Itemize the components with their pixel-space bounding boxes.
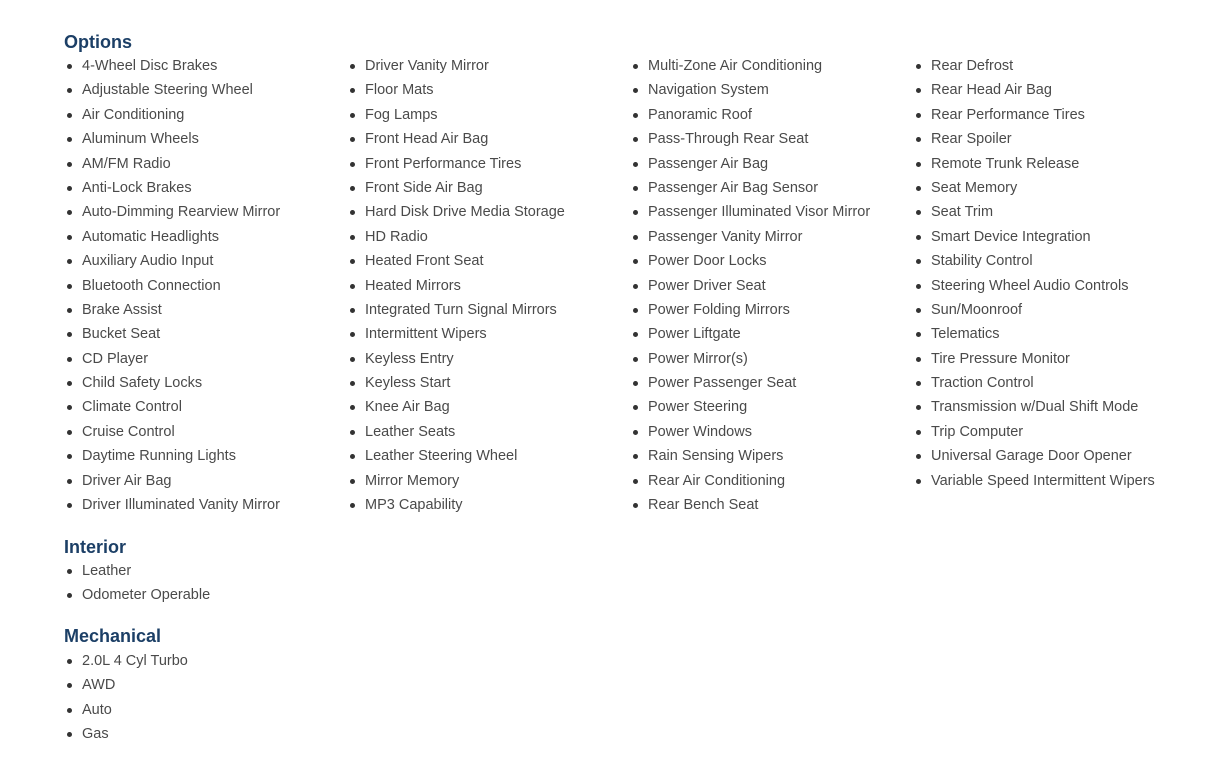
option-item: Power Windows <box>630 420 870 444</box>
option-item: HD Radio <box>347 225 565 249</box>
mechanical-list <box>64 649 188 747</box>
option-item: Front Side Air Bag <box>347 176 565 200</box>
option-item: Power Folding Mirrors <box>630 298 870 322</box>
interior-list <box>64 559 210 608</box>
interior-item: Odometer Operable <box>64 583 210 607</box>
mechanical-item: 2.0L 4 Cyl Turbo <box>64 649 188 673</box>
option-item: Power Mirror(s) <box>630 347 870 371</box>
option-item: AM/FM Radio <box>64 152 280 176</box>
option-item: Passenger Air Bag Sensor <box>630 176 870 200</box>
option-item: Passenger Air Bag <box>630 152 870 176</box>
options-column-4 <box>913 54 1155 493</box>
option-item: Seat Trim <box>913 200 1155 224</box>
options-column-1 <box>64 54 280 517</box>
option-item: Navigation System <box>630 78 870 102</box>
option-item: Heated Front Seat <box>347 249 565 273</box>
mechanical-item: AWD <box>64 673 188 697</box>
mechanical-item: Auto <box>64 698 188 722</box>
option-item: Telematics <box>913 322 1155 346</box>
option-item: Front Performance Tires <box>347 152 565 176</box>
option-item: Rear Spoiler <box>913 127 1155 151</box>
option-item: Power Passenger Seat <box>630 371 870 395</box>
option-item: Steering Wheel Audio Controls <box>913 274 1155 298</box>
option-item: Mirror Memory <box>347 469 565 493</box>
option-item: Rear Bench Seat <box>630 493 870 517</box>
option-item: Power Liftgate <box>630 322 870 346</box>
option-item: Brake Assist <box>64 298 280 322</box>
mechanical-item: Gas <box>64 722 188 746</box>
options-column-2 <box>347 54 565 517</box>
option-item: Climate Control <box>64 395 280 419</box>
option-item: CD Player <box>64 347 280 371</box>
interior-item: Leather <box>64 559 210 583</box>
options-heading: Options <box>64 32 132 52</box>
option-item: Power Door Locks <box>630 249 870 273</box>
option-item: Power Driver Seat <box>630 274 870 298</box>
option-item: Power Steering <box>630 395 870 419</box>
option-item: Child Safety Locks <box>64 371 280 395</box>
option-item: Intermittent Wipers <box>347 322 565 346</box>
option-item: Sun/Moonroof <box>913 298 1155 322</box>
option-item: Driver Air Bag <box>64 469 280 493</box>
option-item: Heated Mirrors <box>347 274 565 298</box>
option-item: Rear Performance Tires <box>913 103 1155 127</box>
option-item: Variable Speed Intermittent Wipers <box>913 469 1155 493</box>
option-item: Transmission w/Dual Shift Mode <box>913 395 1155 419</box>
option-item: Hard Disk Drive Media Storage <box>347 200 565 224</box>
option-item: Universal Garage Door Opener <box>913 444 1155 468</box>
option-item: Keyless Entry <box>347 347 565 371</box>
options-column-3 <box>630 54 870 517</box>
option-item: Stability Control <box>913 249 1155 273</box>
option-item: Auto-Dimming Rearview Mirror <box>64 200 280 224</box>
option-item: Aluminum Wheels <box>64 127 280 151</box>
option-item: Automatic Headlights <box>64 225 280 249</box>
option-item: Leather Seats <box>347 420 565 444</box>
option-item: Bucket Seat <box>64 322 280 346</box>
option-item: Tire Pressure Monitor <box>913 347 1155 371</box>
option-item: Smart Device Integration <box>913 225 1155 249</box>
option-item: Front Head Air Bag <box>347 127 565 151</box>
option-item: Keyless Start <box>347 371 565 395</box>
option-item: Driver Illuminated Vanity Mirror <box>64 493 280 517</box>
option-item: Air Conditioning <box>64 103 280 127</box>
option-item: Driver Vanity Mirror <box>347 54 565 78</box>
option-item: Panoramic Roof <box>630 103 870 127</box>
option-item: Fog Lamps <box>347 103 565 127</box>
option-item: Auxiliary Audio Input <box>64 249 280 273</box>
option-item: Integrated Turn Signal Mirrors <box>347 298 565 322</box>
option-item: Knee Air Bag <box>347 395 565 419</box>
option-item: Rain Sensing Wipers <box>630 444 870 468</box>
option-item: Rear Air Conditioning <box>630 469 870 493</box>
option-item: Floor Mats <box>347 78 565 102</box>
option-item: Daytime Running Lights <box>64 444 280 468</box>
option-item: Leather Steering Wheel <box>347 444 565 468</box>
option-item: Rear Head Air Bag <box>913 78 1155 102</box>
option-item: Trip Computer <box>913 420 1155 444</box>
option-item: Anti-Lock Brakes <box>64 176 280 200</box>
option-item: Remote Trunk Release <box>913 152 1155 176</box>
option-item: Multi-Zone Air Conditioning <box>630 54 870 78</box>
option-item: Rear Defrost <box>913 54 1155 78</box>
option-item: 4-Wheel Disc Brakes <box>64 54 280 78</box>
option-item: MP3 Capability <box>347 493 565 517</box>
mechanical-heading: Mechanical <box>64 626 162 646</box>
option-item: Pass-Through Rear Seat <box>630 127 870 151</box>
option-item: Adjustable Steering Wheel <box>64 78 280 102</box>
interior-heading: Interior <box>64 537 127 557</box>
option-item: Cruise Control <box>64 420 280 444</box>
option-item: Passenger Vanity Mirror <box>630 225 870 249</box>
option-item: Bluetooth Connection <box>64 274 280 298</box>
option-item: Traction Control <box>913 371 1155 395</box>
option-item: Seat Memory <box>913 176 1155 200</box>
option-item: Passenger Illuminated Visor Mirror <box>630 200 870 224</box>
